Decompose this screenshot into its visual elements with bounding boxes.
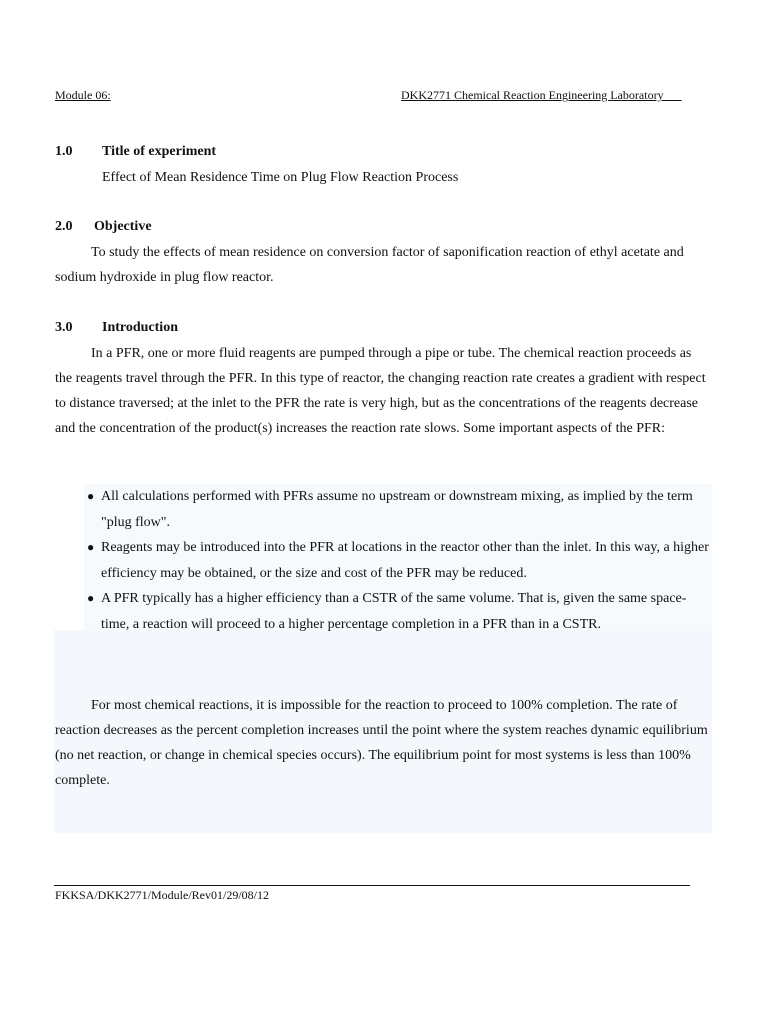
header-module: Module 06: [55,88,111,102]
bullet-icon: ● [87,591,95,605]
list-item-text: All calculations performed with PFRs assume no upstream or downstream mixing, as implied by the term "plug flow". [101,489,693,530]
section-2-heading: Objective [94,219,152,234]
list-item-text: Reagents may be introduced into the PFR at locations in the reactor other than the inlet. In this way, a higher efficiency may be obtained, or the size and cost of the PFR may be reduced. [101,540,709,581]
introduction-paragraph-1: In a PFR, one or more fluid reagents are pumped through a pipe or tube. The chemical reaction proceeds as the reagents travel through the PFR. In this type of reactor, the changing reaction rate creates a gradient with respect to distance traversed; at the inlet to the PFR the rate is very high, but as the concentrations of the reagents decrease and the concentration of the product(s) increases the reaction rate slows. Some important aspects of the PFR: [55,346,706,436]
footer-divider [54,885,690,886]
section-3-number: 3.0 [55,320,73,335]
footer-code: FKKSA/DKK2771/Module/Rev01/29/08/12 [55,888,270,902]
bullet-icon: ● [87,489,95,503]
section-1-heading: Title of experiment [102,144,217,159]
list-item [84,535,709,586]
page-header [55,88,705,104]
bullet-icon: ● [87,540,95,554]
list-item [84,586,709,637]
pfr-aspects-list [84,484,709,637]
section-1-number: 1.0 [55,144,73,159]
section-3-heading: Introduction [102,320,178,335]
objective-text: To study the effects of mean residence on conversion factor of saponification reaction of ethyl acetate and sodium hydroxide in plug flow reactor. [55,245,684,285]
list-item-text: A PFR typically has a higher efficiency than a CSTR of the same volume. That is, given the same space-time, a reaction will proceed to a higher percentage completion in a PFR than in a CSTR. [101,591,687,632]
section-2-number: 2.0 [55,219,73,234]
introduction-paragraph-2: For most chemical reactions, it is impossible for the reaction to proceed to 100% completion. The rate of reaction decreases as the percent completion increases until the point where the system reaches dynamic equilibrium (no net reaction, or change in chemical species occurs). The equilibrium point for most systems is less than 100% complete. [55,698,708,788]
experiment-title: Effect of Mean Residence Time on Plug Flow Reaction Process [102,170,459,185]
list-item [84,484,709,535]
header-course: DKK2771 Chemical Reaction Engineering Laboratory [401,88,682,102]
